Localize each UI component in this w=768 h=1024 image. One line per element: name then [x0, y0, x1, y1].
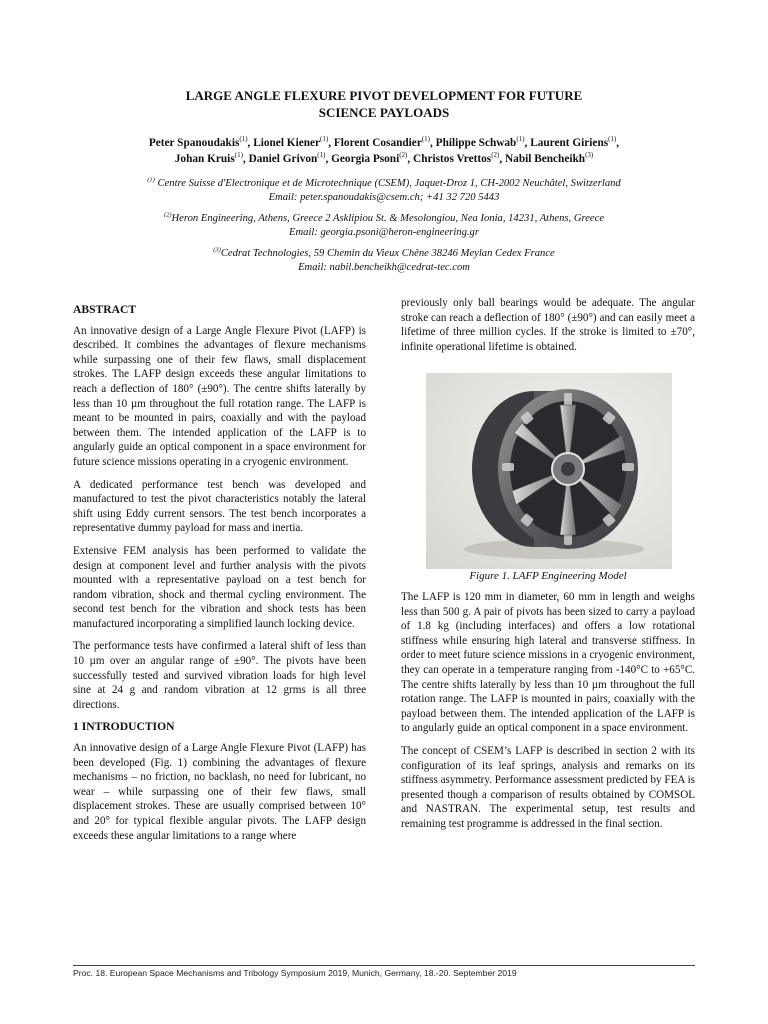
author-separator: , [524, 137, 531, 149]
author-name: Daniel Grivon [248, 153, 318, 165]
affiliation-2-line-1 [60, 212, 708, 226]
affiliation-3 [60, 247, 708, 275]
author-line-1 [90, 135, 678, 151]
author-affil-mark: (1) [234, 151, 243, 160]
paper-title [100, 87, 668, 121]
affiliation-address: Centre Suisse d'Electronique et de Microtechnique (CSEM), Jaquet-Droz 1, CH-2002 Neuchâtel, Switzerland [154, 178, 621, 189]
author-name: Laurent Giriens [530, 137, 609, 149]
title-line-1: LARGE ANGLE FLEXURE PIVOT DEVELOPMENT FOR FUTURE [185, 88, 583, 103]
author-name: Johan Kruis [174, 153, 235, 165]
introduction-heading: 1 INTRODUCTION [73, 720, 175, 734]
affiliation-3-email: Email: nabil.bencheikh@cedrat-tec.com [298, 262, 470, 273]
author-name: Florent Cosandier [333, 137, 422, 149]
affiliation-mark: (1) [147, 176, 155, 184]
author-affil-mark: (1) [608, 135, 617, 144]
proceedings-footer: Proc. 18. European Space Mechanisms and Tribology Symposium 2019, Munich, Germany, 18.-20. September 2019 [73, 968, 517, 978]
author-name: Philippe Schwab [435, 137, 517, 149]
affiliation-address: Heron Engineering, Athens, Greece 2 Asklipiou St. & Mesolongiou, Nea Ionia, 14231, Athens, Greece [171, 213, 605, 224]
abstract-paragraph: A dedicated performance test bench was developed and manufactured to test the pivot characteristics notably the lateral shift using Eddy current sensors. The test bench incorporates a representative dummy payload for mass and inertia. [73, 478, 366, 535]
abstract-paragraph: The performance tests have confirmed a lateral shift of less than 10 µm over an angular range of ±90°. The pivots have been successfully tested and survived vibration loads for high level sine at 24 g and random vibration at 12 grms is all three directions. [73, 640, 366, 711]
abstract-paragraph: An innovative design of a Large Angle Flexure Pivot (LAFP) is described. It combines the advantages of flexure mechanisms while surpassing one of their few flaws, small displacement strokes. The LAFP design exceeds these angular limitations to reach a deflection of 180° (±90°). The centre shifts laterally by less than 10 µm throughout the full rotation range. The LAFP is meant to be mounted in pairs, coaxially and with the payload between them. The intended application of the LAFP is to angularly guide an optical component in a space environment for future science missions operating in a cryogenic environment. [73, 324, 366, 468]
lafp-pivot-illustration [426, 373, 672, 569]
affiliation-1 [60, 177, 708, 205]
author-line-2 [90, 151, 678, 167]
affiliation-mark: (2) [163, 211, 172, 219]
introduction-paragraph: An innovative design of a Large Angle Flexure Pivot (LAFP) has been developed (Fig. 1) combining the advantages of flexure mechanisms – no friction, no backlash, no need for lubricant, no wear – while surpassing one of their few flaws, small displacement strokes. These are usually comprised between 10° and 20° for typical flexible angular pivots. The LAFP design exceeds these angular limitations to a range where [73, 742, 366, 842]
body-paragraph: The concept of CSEM’s LAFP is described in section 2 with its configuration of its leaf springs, analysis and remarks on its stiffness asymmetry. Performance assessment predicted by FEA is presented though a comparison of results obtained by COMSOL and NASTRAN. The experimental setup, test results and remaining test programme is addressed in the final section. [401, 744, 695, 830]
author-list [90, 135, 678, 167]
author-affil-mark: (1) [239, 135, 248, 144]
author-affil-mark: (1) [320, 135, 329, 144]
author-separator: , [407, 153, 414, 165]
abstract-paragraph: Extensive FEM analysis has been performed to validate the design at component level and further analysis with the pivots mounted with a representative payload on a test bench for random vibration, shock and thermal cycling environment. The second test bench for the vibration and shock tests has been manufactured incorporating a simplified launch locking device. [73, 544, 366, 630]
body-paragraph: previously only ball bearings would be adequate. The angular stroke can reach a deflection of 180° (±90°) and can easily meet a lifetime of three million cycles. If the stroke is limited to ±70°, infinite operational lifetime is obtained. [401, 297, 695, 353]
affiliation-2 [60, 212, 708, 240]
abstract-heading: ABSTRACT [73, 303, 137, 316]
right-column-top [401, 296, 695, 362]
author-separator: , [328, 137, 334, 149]
author-affil-mark: (1) [421, 135, 431, 144]
author-affil-mark: (1) [516, 135, 525, 144]
author-separator: , [247, 137, 254, 149]
affiliation-1-line-1 [60, 177, 708, 191]
affiliation-3-line-1 [60, 247, 708, 261]
figure-1-caption: Figure 1. LAFP Engineering Model [469, 570, 627, 582]
body-paragraph: The LAFP is 120 mm in diameter, 60 mm in length and weighs less than 500 g. A pair of pivots has been sized to carry a payload of 1.8 kg (including interfaces) and offers a low rotational stiffness while ensuring high lateral and transverse stiffness. In order to meet future science missions in a cryogenic environment, they can operate in a temperature ranging from -140°C to +65°C. The centre shifts laterally by less than 10 µm throughout the full rotation range. The LAFP is mounted in pairs, coaxially with the payload between them. The intended application of the LAFP is to angularly guide an optical component in a space environment. [401, 591, 695, 735]
author-name: Christos Vrettos [413, 153, 492, 165]
author-name: Lionel Kiener [253, 137, 321, 149]
footer-rule [73, 965, 695, 966]
author-separator: , [430, 137, 436, 149]
author-name: Peter Spanoudakis [148, 137, 240, 149]
lafp-figure-image [426, 373, 672, 569]
left-column [73, 303, 366, 851]
author-affil-mark: (2) [491, 151, 500, 160]
affiliation-address: Cedrat Technologies, 59 Chemin du Vieux Chêne 38246 Meylan Cedex France [220, 248, 555, 259]
author-affil-mark: (3) [585, 151, 594, 160]
author-separator: , [499, 153, 506, 165]
affiliation-mark: (3) [213, 246, 221, 254]
affiliation-1-email: Email: peter.spanoudakis@csem.ch; +41 32 720 5443 [268, 192, 500, 203]
author-affil-mark: (2) [399, 151, 408, 160]
author-name: Nabil Bencheikh [505, 153, 586, 165]
affiliation-2-email: Email: georgia.psoni@heron-engineering.gr [289, 227, 479, 238]
author-separator: , [325, 153, 332, 165]
author-separator: , [616, 137, 620, 149]
author-name: Georgia Psoni [331, 153, 400, 165]
title-line-2: SCIENCE PAYLOADS [318, 105, 450, 120]
right-column-bottom [401, 590, 695, 840]
author-separator: , [242, 153, 249, 165]
author-affil-mark: (1) [317, 151, 326, 160]
